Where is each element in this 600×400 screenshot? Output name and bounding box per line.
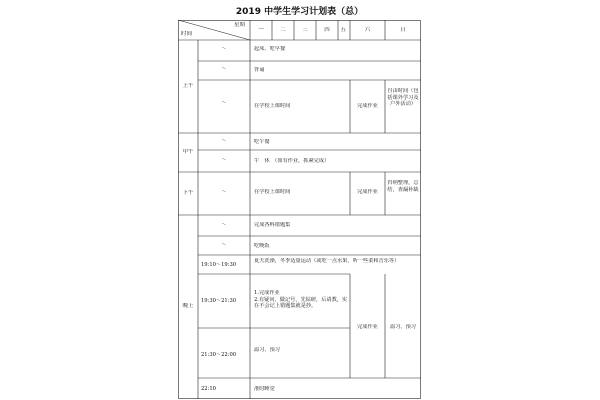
period-evening: 晚上 [182, 303, 194, 309]
evening-saturday: 完成作业 [357, 324, 378, 330]
period-noon: 中午 [182, 149, 194, 155]
row3-school: 在学校上课时间 [254, 103, 291, 109]
day-wed: 三 [302, 27, 308, 33]
row9-activity: 夏天洗澡，冬季适量运动（或吃一点水果，听一些柔和音乐等） [254, 258, 400, 264]
day-thu: 四 [324, 27, 330, 33]
row9-time: 19:10～19:30 [201, 262, 237, 268]
row10-time: 19:30～21:30 [201, 298, 237, 304]
row6-school: 在学校上课时间 [254, 189, 291, 195]
day-mon: 一 [258, 27, 264, 33]
row12-activity: 准时睡觉 [254, 386, 275, 392]
row4-time: ～ [221, 138, 227, 144]
row2-time: ～ [221, 66, 227, 72]
row8-time: ～ [221, 242, 227, 248]
row12-time: 22:10 [201, 386, 216, 392]
study-plan-table [178, 0, 421, 400]
row5-time: ～ [221, 157, 227, 163]
period-morning: 上午 [182, 83, 194, 89]
table-title: 2019 中学生学习计划表（总） [235, 7, 364, 17]
row8-activity: 吃晚饭 [254, 243, 270, 249]
row6-time: ～ [221, 189, 227, 195]
time-label: 时间 [181, 31, 193, 37]
row6-sunday: 归纳整理，总结，查漏补缺 [387, 180, 419, 193]
row1-activity: 起床、吃早餐 [254, 46, 286, 52]
row3-weekend: 完成作业 [357, 103, 378, 109]
day-sat: 六 [364, 27, 371, 33]
row7-time: ～ [221, 222, 227, 228]
row6-weekend: 完成作业 [357, 189, 378, 195]
table-grid [178, 0, 421, 400]
row11-time: 21:30～22:00 [201, 352, 237, 358]
row4-activity: 吃午餐 [254, 139, 270, 145]
row7-activity: 完成各科错题集 [254, 222, 291, 228]
week-label: 星期 [234, 22, 246, 28]
row11-activity: 温习、预习 [254, 347, 280, 353]
day-tue: 二 [280, 27, 286, 33]
row1-time: ～ [221, 46, 227, 52]
row3-time: ～ [221, 100, 227, 106]
day-sun: 日 [400, 27, 406, 33]
day-fri: 五 [340, 27, 346, 33]
row3-sunday: 自由时间（包括课外学习及户外活动） [387, 88, 419, 108]
evening-sunday: 温习、预习 [390, 324, 416, 330]
row5-activity: 午 休 （如有作业，抓紧完成） [254, 158, 330, 164]
period-afternoon: 下午 [182, 190, 194, 196]
row2-activity: 背诵 [254, 67, 265, 73]
row10-activity: 1.完成作业 2.有疑问，做记号，先钻研，后请教，实在不会记上错题集就是抄。 [254, 290, 348, 310]
